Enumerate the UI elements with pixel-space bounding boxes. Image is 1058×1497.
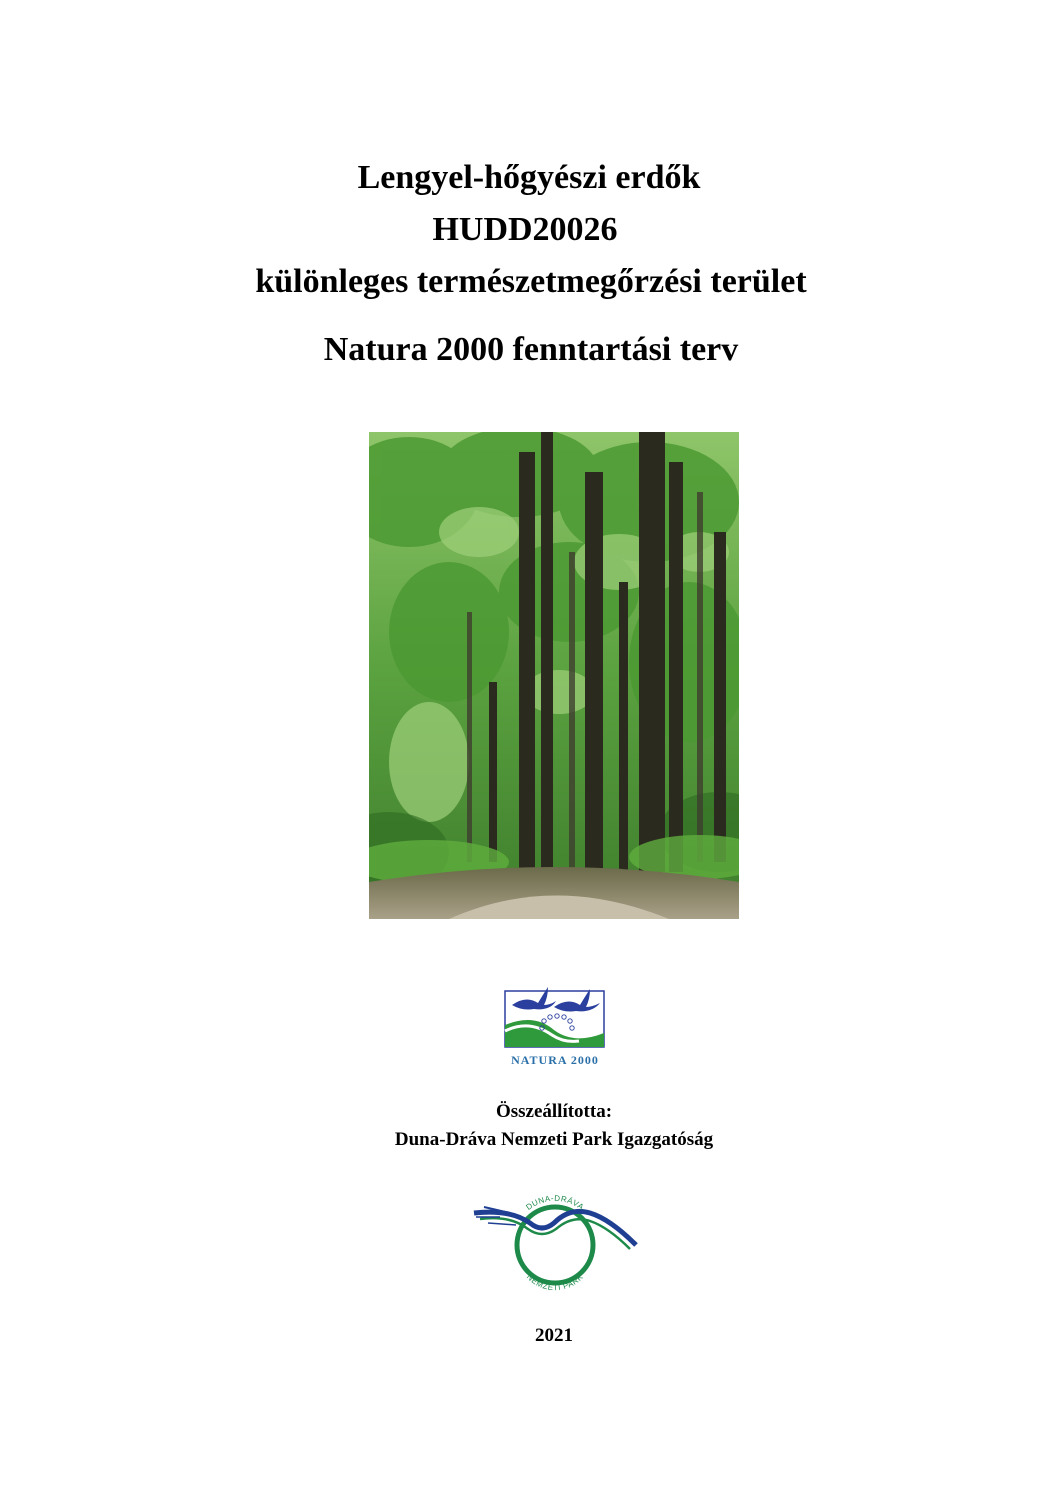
title-line-1: Lengyel-hőgyészi erdők <box>357 159 701 196</box>
duna-drava-national-park-logo <box>470 1183 640 1293</box>
natura-2000-logo <box>504 985 606 1069</box>
publication-year: 2021 <box>535 1325 573 1346</box>
title-line-4-plan: Natura 2000 fenntartási terv <box>323 331 739 368</box>
credit-label: Összeállította: <box>495 1101 613 1122</box>
title-line-2-site-code: HUDD20026 <box>432 211 618 248</box>
cover-forest-photo <box>369 432 739 919</box>
natura-2000-caption: NATURA 2000 <box>511 1053 599 1067</box>
svg-text:NEMZETI PARK: NEMZETI PARK <box>524 1272 586 1293</box>
title-line-3: különleges természetmegőrzési terület <box>255 263 807 300</box>
svg-text:DUNA-DRÁVA: DUNA-DRÁVA <box>524 1193 586 1212</box>
credit-organization: Duna-Dráva Nemzeti Park Igazgatóság <box>394 1129 714 1150</box>
